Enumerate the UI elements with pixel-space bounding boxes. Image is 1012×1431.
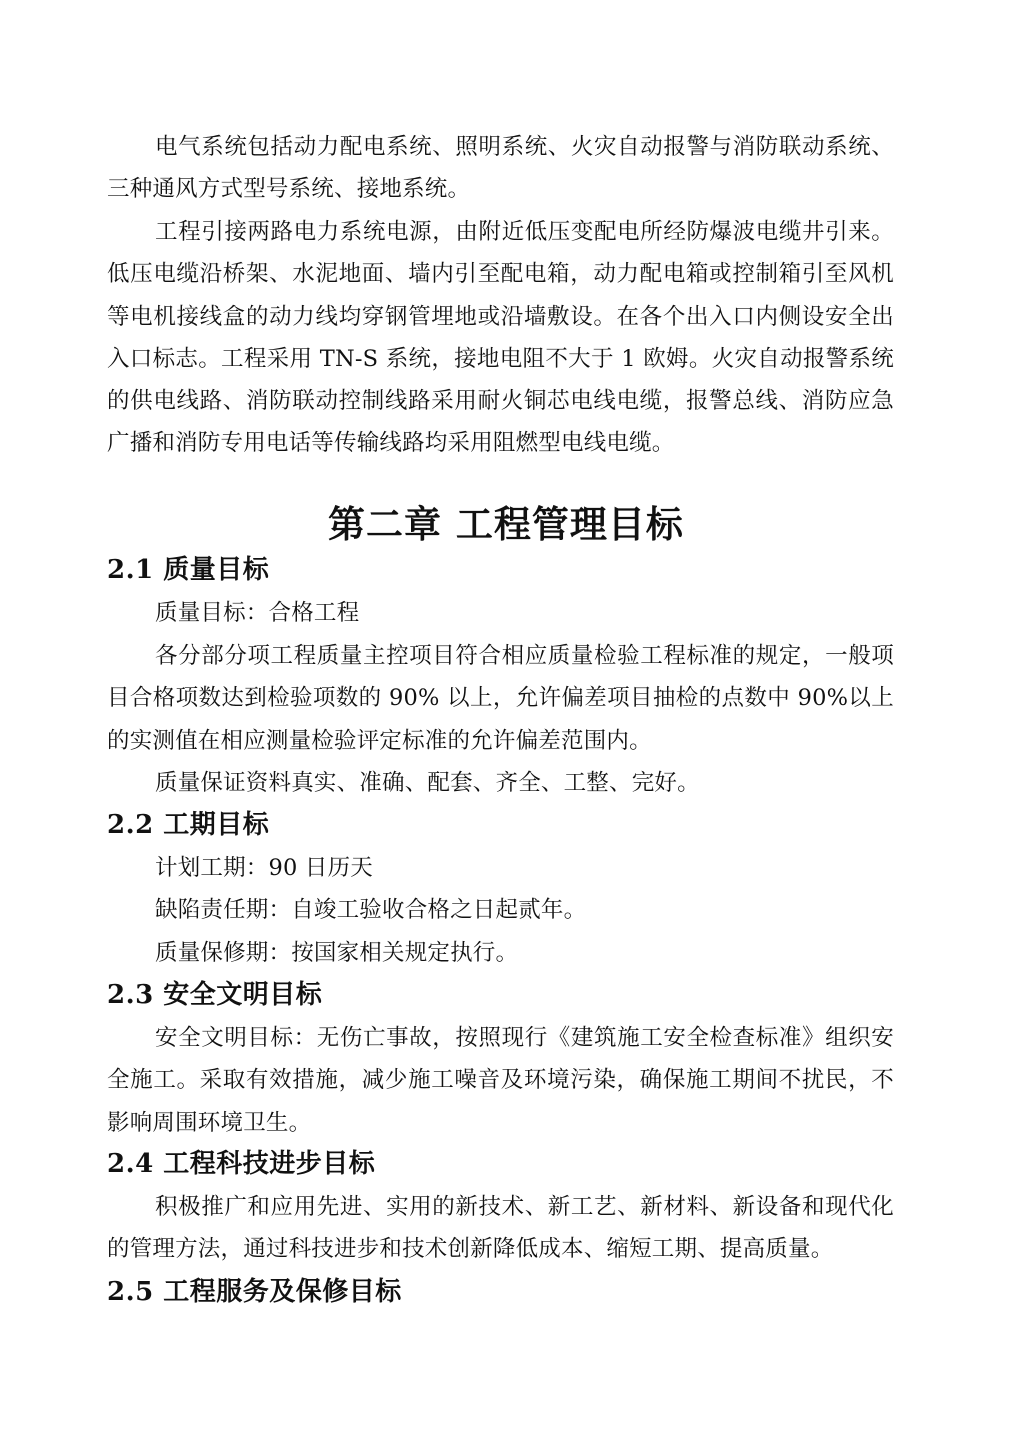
section-heading-2-1: 2.1 质量目标 (107, 555, 270, 585)
section-heading-2-3: 2.3 安全文明目标 (107, 980, 323, 1010)
chapter-title: 第二章 工程管理目标 (328, 502, 684, 546)
safety-target-paragraph: 安全文明目标：无伤亡事故，按照现行《建筑施工安全检查标准》组织安全施工。采取有效措施，减少施工噪音及环境污染，确保施工期间不扰民，不影响周围环境卫生。 (107, 1025, 894, 1136)
quality-documents-paragraph: 质量保证资料真实、准确、配套、齐全、工整、完好。 (155, 770, 700, 796)
section-heading-2-5: 2.5 工程服务及保修目标 (107, 1277, 402, 1307)
planned-duration-paragraph: 计划工期：90 日历天 (155, 855, 373, 881)
section-heading-2-2: 2.2 工期目标 (107, 810, 270, 840)
section-heading-2-4: 2.4 工程科技进步目标 (107, 1149, 376, 1179)
intro-paragraph-2: 工程引接两路电力系统电源，由附近低压变配电所经防爆波电缆井引来。低压电缆沿桥架、水泥地面、墙内引至配电箱，动力配电箱或控制箱引至风机等电机接线盒的动力线均穿钢管埋地或沿墙敷设。在各个出入口内侧设安全出入口标志。工程采用 TN-S 系统，接地电阻不大于 1 欧姆。火灾自动报警系统的供电线路、消防联动控制线路采用耐火铜芯电线电缆，报警总线、消防应急广播和消防专用电话等传输线路均采用阻燃型电线电缆。 (107, 219, 894, 457)
intro-paragraph-1: 电气系统包括动力配电系统、照明系统、火灾自动报警与消防联动系统、三种通风方式型号系统、接地系统。 (107, 134, 894, 203)
quality-standard-paragraph: 各分部分项工程质量主控项目符合相应质量检验工程标准的规定，一般项目合格项数达到检验项数的 90% 以上，允许偏差项目抽检的点数中 90%以上的实测值在相应测量检验评定标准的允许偏差范围内。 (107, 643, 894, 754)
warranty-period-paragraph: 质量保修期：按国家相关规定执行。 (155, 940, 519, 966)
technology-progress-paragraph: 积极推广和应用先进、实用的新技术、新工艺、新材料、新设备和现代化的管理方法，通过科技进步和技术创新降低成本、缩短工期、提高质量。 (107, 1194, 894, 1263)
quality-target-paragraph: 质量目标：合格工程 (155, 600, 360, 626)
defect-liability-paragraph: 缺陷责任期：自竣工验收合格之日起贰年。 (155, 897, 587, 923)
